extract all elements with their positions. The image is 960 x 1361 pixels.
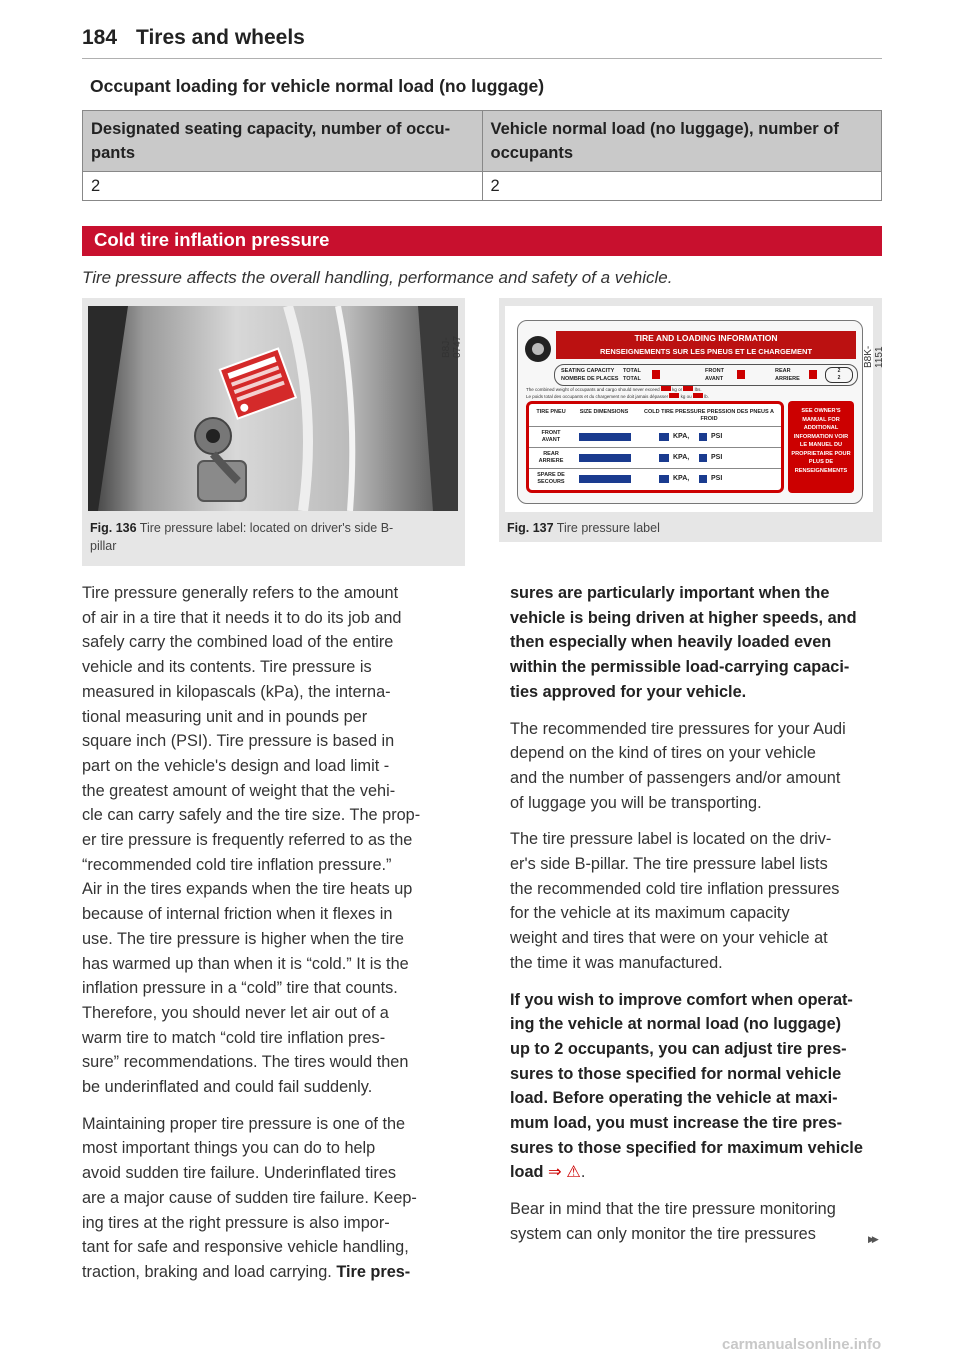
page-number: 184	[82, 26, 118, 49]
figure-caption: Fig. 137 Tire pressure label	[507, 521, 660, 535]
chapter-title: Tires and wheels	[136, 26, 305, 49]
occupant-loading-table	[82, 110, 882, 201]
table-row	[83, 172, 882, 201]
left-column	[82, 581, 467, 1297]
bold-paragraph: sures are particularly important when the vehicle is being driven at higher speeds, and then especially when heavily loaded even within the permissible load-carrying capaci- ties approved for your vehicle.	[510, 584, 857, 701]
figure-caption: Fig. 136 Tire pressure label: located on driver's side B- pillar	[90, 521, 394, 553]
pressure-row-rear: REAR ARRIERE KPA, PSI	[529, 447, 781, 469]
tire-label-title-fr: RENSEIGNEMENTS SUR LES PNEUS ET LE CHARGEMENT	[599, 347, 813, 356]
tire-label-title-bar	[556, 331, 856, 359]
table-header-normal-load: Vehicle normal load (no luggage), number of occupants	[482, 111, 882, 172]
tire-label-card	[517, 320, 863, 504]
figure-137	[499, 298, 885, 542]
see-manual-box: SEE OWNER'S MANUAL FOR ADDITIONAL INFORMATION VOIR LE MANUEL DU PROPRIETAIRE POUR PLUS DE RENSEIGNEMENTS	[788, 401, 854, 493]
section-title: Cold tire inflation pressure	[94, 229, 330, 250]
pressure-row-front: FRONT AVANT KPA, PSI	[529, 426, 781, 448]
table-cell: 2	[482, 172, 882, 201]
tire-label-title-en: TIRE AND LOADING INFORMATION	[634, 333, 778, 343]
section-intro: Tire pressure affects the overall handling, performance and safety of a vehicle.	[82, 268, 673, 287]
tire-label-illustration	[505, 306, 873, 512]
figure-136	[82, 298, 465, 566]
table-cell: 2	[83, 172, 483, 201]
tire-icon	[524, 335, 552, 363]
section-heading-bar	[82, 226, 882, 256]
watermark: carmanualsonline.info	[722, 1336, 882, 1353]
figure-id: B8K-1151	[863, 345, 885, 368]
seating-icon: 2 2	[825, 367, 853, 383]
bold-paragraph: If you wish to improve comfort when operat- ing the vehicle at normal load (no luggage) up to 2 occupants, you can adjust tire pres- sures to those specified for normal vehicle load. Before operating the vehicle at maxi- mum load, you must increase the tire pres- sures to those specified for maximum vehicle load ⇒ ⚠.	[510, 990, 863, 1182]
page-header	[82, 22, 882, 59]
paragraph: The recommended tire pressures for your Audi depend on the kind of tires on your vehicle and the number of passengers and/or amount of luggage you will be transporting.	[510, 719, 846, 812]
combined-weight-note: The combined weight of occupants and cargo should never exceed kg or lbs. Le poids total des occupants et du chargement ne doit jamais dépasser kg ou lb.	[526, 387, 709, 399]
seating-row: SEATING CAPACITY NOMBRE DE PLACES TOTAL TOTAL FRONT AVANT REAR ARRIERE 2 2	[554, 364, 858, 386]
paragraph: Bear in mind that the tire pressure monitoring system can only monitor the tire pressures ▶▶	[510, 1197, 890, 1246]
paragraph: Tire pressure generally refers to the amount of air in a tire that it needs it to do its job and safely carry the combined load of the entire vehicle and its contents. Tire pressure is measured in kilopascals (kPa), the interna- tional measuring unit and in pounds per square inch (PSI). Tire pressure is based in part on the vehicle's design and load limit - the greatest amount of weight that the vehi- cle can carry safely and the tire size. The prop- er tire pressure is frequently referred to as the “recommended cold tire inflation pressure.” Air in the tires expands when the tire heats up because of internal friction when it flexes in use. The tire pressure is higher when the tire has warmed up than when it is “cold.” It is the inflation pressure in a “cold” tire that counts. Therefore, you should never let air out of a warm tire to match “cold tire inflation pres- sure” recommendations. The tires would then be underinflated and could fail suddenly.	[82, 584, 421, 1097]
right-column	[510, 581, 890, 1259]
paragraph: Maintaining proper tire pressure is one of the most important things you can do to help avoid sudden tire failure. Underinflated tires are a major cause of sudden tire failure. Keep- ing tires at the right pressure is also impor- tant for safe and responsive vehicle handling, traction, braking and load carrying. Tire pres-	[82, 1114, 417, 1281]
continue-icon[interactable]: ▶▶	[868, 1234, 876, 1245]
b-pillar-photo	[88, 306, 458, 511]
figure-id: B8J-0747	[441, 335, 463, 358]
pressure-table: TIRE PNEU SIZE DIMENSIONS COLD TIRE PRESSURE PRESSION DES PNEUS A FROID FRONT AVANT KPA, PSI REAR ARRIERE KPA, PSI SPARE DE SECOURS KPA, PSI	[526, 401, 784, 493]
table-header-seating: Designated seating capacity, number of occu- pants	[83, 111, 483, 172]
warning-icon[interactable]: ⚠	[566, 1163, 581, 1182]
table-heading: Occupant loading for vehicle normal load (no luggage)	[90, 76, 545, 96]
reference-arrow-icon[interactable]: ⇒	[548, 1163, 562, 1182]
pressure-row-spare: SPARE DE SECOURS KPA, PSI	[537, 472, 723, 485]
paragraph: The tire pressure label is located on the driv- er's side B-pillar. The tire pressure label lists the recommended cold tire inflation pressures for the vehicle at its maximum capacity weight and tires that were on your vehicle at the time it was manufactured.	[510, 830, 840, 972]
